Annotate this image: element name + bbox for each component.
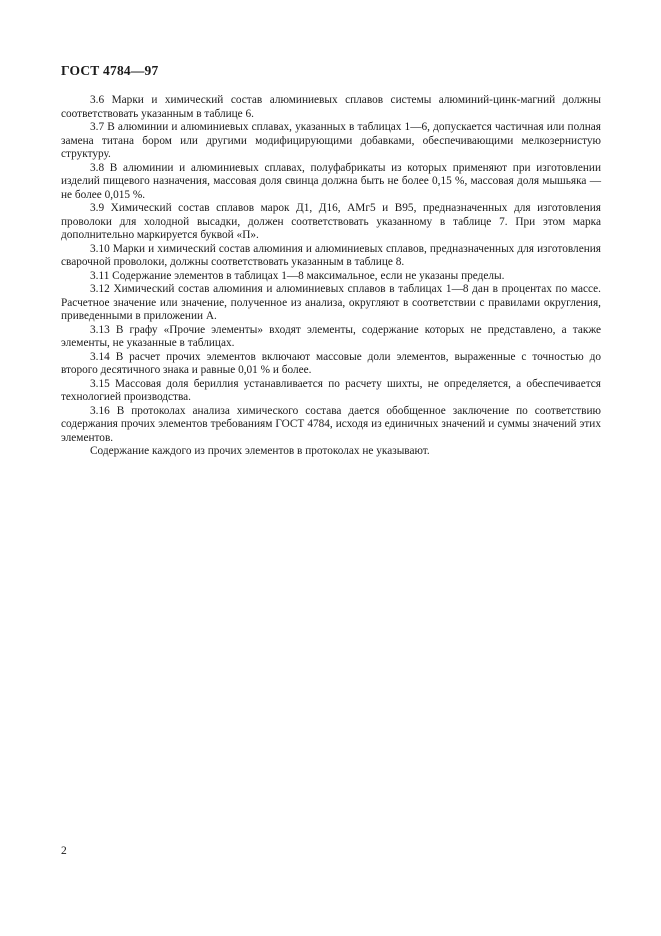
paragraph-3-15: 3.15 Массовая доля бериллия устанавливается по расчету шихты, не определяется, а обеспечивается технологией производства. [61,377,601,403]
paragraph-3-6: 3.6 Марки и химический состав алюминиевых сплавов системы алюминий-цинк-магний должны соответствовать указанным в таблице 6. [61,94,601,120]
paragraph-3-8: 3.8 В алюминии и алюминиевых сплавах, полуфабрикаты из которых применяют при изготовлении изделий пищевого назначения, массовая доля свинца должна быть не более 0,15 %, массовая доля мышьяка — не более 0,015 %. [61,161,601,201]
paragraph-3-14: 3.14 В расчет прочих элементов включают массовые доли элементов, выраженные с точностью до второго десятичного знака и равные 0,01 % и более. [61,350,601,376]
page-number: 2 [61,845,67,857]
paragraph-3-9: 3.9 Химический состав сплавов марок Д1, Д16, АМг5 и В95, предназначенных для изготовления проволоки для холодной высадки, должен соответствовать указанному в таблице 7. При этом марка дополнительно маркируется буквой «П». [61,202,601,241]
document-body [61,94,601,459]
document-header: ГОСТ 4784—97 [61,63,159,78]
paragraph-3-7: 3.7 В алюминии и алюминиевых сплавах, указанных в таблицах 1—6, допускается частичная или полная замена титана бором или другими модифицирующими добавками, обеспечивающими мелкозернистую структуру. [61,121,601,160]
paragraph-3-12: 3.12 Химический состав алюминия и алюминиевых сплавов в таблицах 1—8 дан в процентах по массе. Расчетное значение или значение, полученное из анализа, округляют в соответствии с правилами округления, приведенными в приложении А. [61,283,601,322]
paragraph-3-13: 3.13 В графу «Прочие элементы» входят элементы, содержание которых не представлено, а также элементы, не указанные в таблицах. [61,323,601,349]
paragraph-3-10: 3.10 Марки и химический состав алюминия и алюминиевых сплавов, предназначенных для изготовления сварочной проволоки, должны соответствовать указанным в таблице 8. [61,242,601,268]
paragraph-3-11: 3.11 Содержание элементов в таблицах 1—8 максимальное, если не указаны пределы. [90,269,505,282]
paragraph-3-16: 3.16 В протоколах анализа химического состава дается обобщенное заключение по соответствию содержания прочих элементов требованиям ГОСТ 4784, исходя из единичных значений и суммы значений этих элементов. [61,404,601,444]
paragraph-note: Содержание каждого из прочих элементов в протоколах не указывают. [90,445,430,457]
